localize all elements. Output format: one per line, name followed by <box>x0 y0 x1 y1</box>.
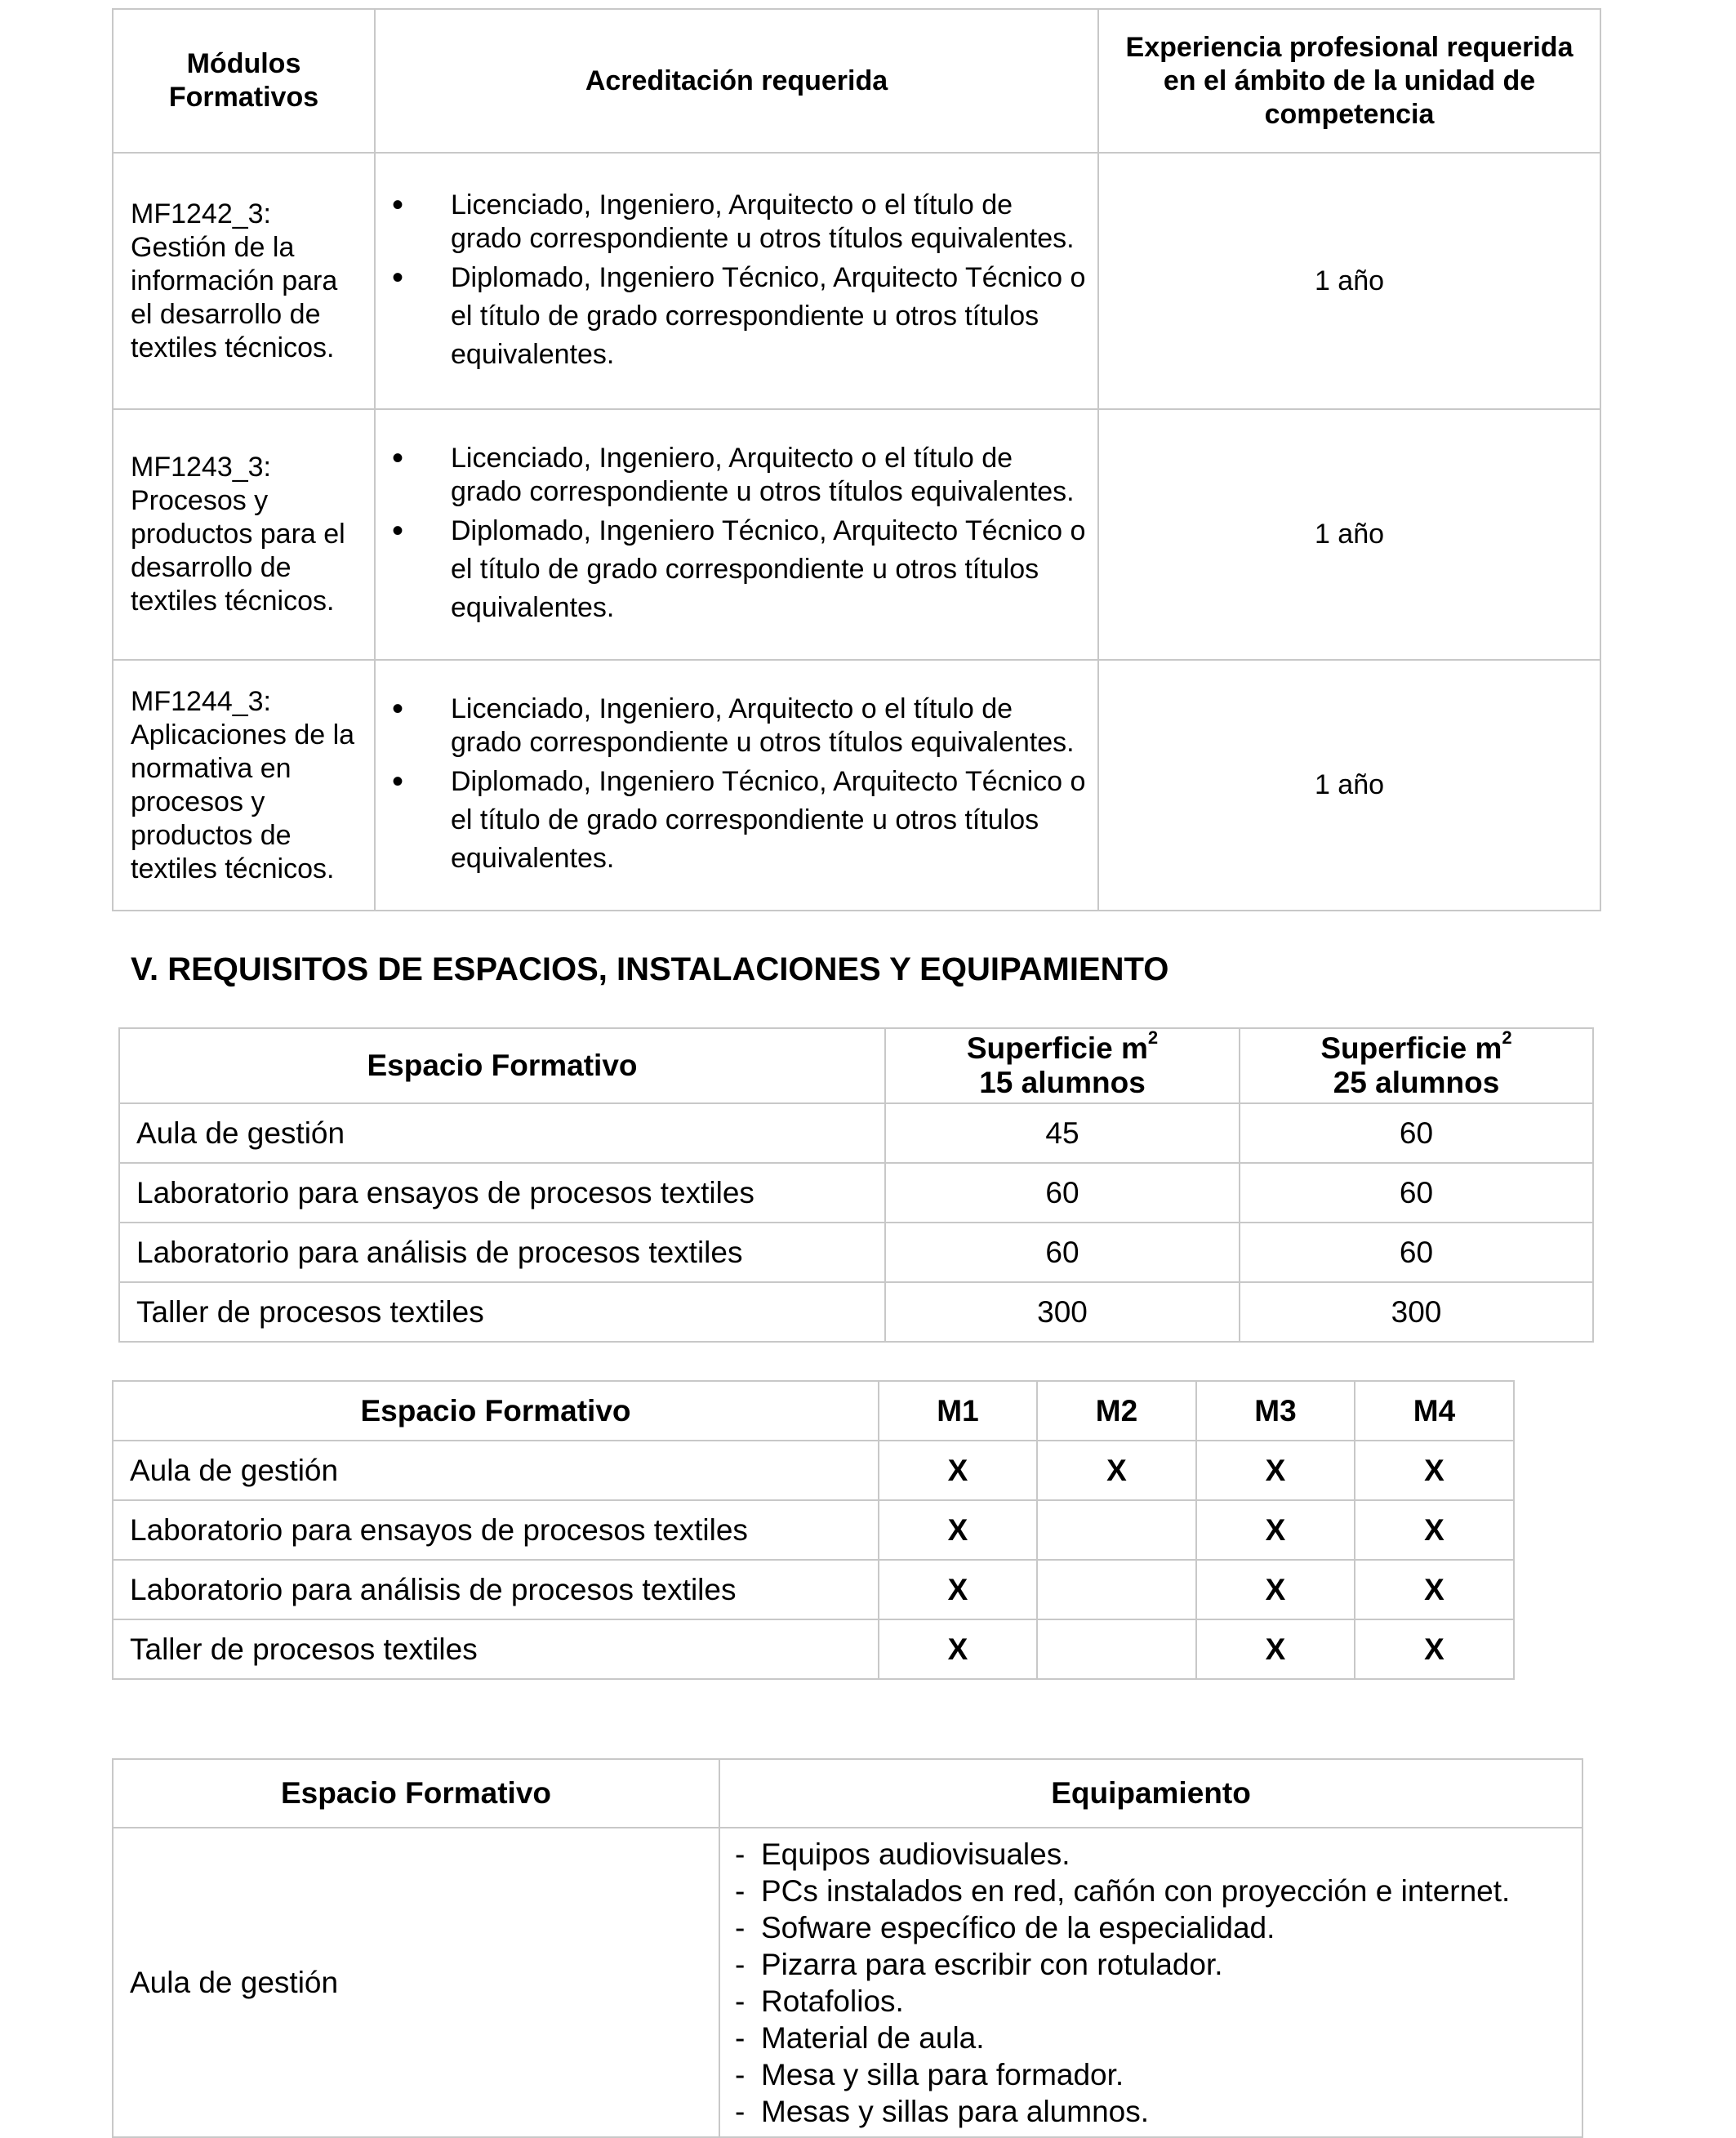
surface-25-value: 60 <box>1240 1163 1593 1223</box>
experience-value: 1 año <box>1098 660 1600 911</box>
table-header-row <box>119 1028 1593 1103</box>
surface-15-value: 60 <box>885 1223 1240 1282</box>
superficie-label: Superficie m <box>966 1031 1148 1065</box>
surface-15-value: 45 <box>885 1103 1240 1163</box>
table-row <box>113 1560 1514 1619</box>
surface-25-value: 300 <box>1240 1282 1593 1342</box>
space-name: Aula de gestión <box>119 1103 885 1163</box>
module-mark <box>1037 1560 1196 1619</box>
table-header-row <box>113 9 1600 153</box>
module-mark: X <box>1037 1441 1196 1500</box>
header-modulos: Módulos Formativos <box>113 9 375 153</box>
space-name: Laboratorio para ensayos de procesos textiles <box>113 1500 879 1560</box>
table-row <box>119 1103 1593 1163</box>
list-item: • Licenciado, Ingeniero, Arquitecto o el título de grado correspondiente u otros títulos equivalentes. <box>376 189 1089 256</box>
list-item: • Licenciado, Ingeniero, Arquitecto o el título de grado correspondiente u otros títulos equivalentes. <box>376 442 1089 509</box>
experience-value: 1 año <box>1098 409 1600 660</box>
module-mark: X <box>1196 1619 1355 1679</box>
equipment-list <box>733 1836 1582 2130</box>
header-superficie-25 <box>1240 1028 1593 1103</box>
surface-25-value: 60 <box>1240 1103 1593 1163</box>
module-mark: X <box>1355 1500 1514 1560</box>
superficie-exponent: 2 <box>1502 1027 1512 1048</box>
table-row <box>113 660 1600 911</box>
list-item: • Diplomado, Ingeniero Técnico, Arquitecto Técnico o el título de grado correspondiente u otros títulos equivalentes. <box>376 259 1089 374</box>
module-mark: X <box>1196 1441 1355 1500</box>
header-espacio: Espacio Formativo <box>113 1381 879 1441</box>
equipment-table <box>112 1758 1583 2138</box>
table-row <box>119 1282 1593 1342</box>
accreditation-cell <box>375 153 1098 409</box>
list-item: - Equipos audiovisuales. <box>733 1836 1582 1873</box>
alumnos-25-label: 25 alumnos <box>1333 1066 1500 1099</box>
header-m4: M4 <box>1355 1381 1514 1441</box>
list-item: - Pizarra para escribir con rotulador. <box>733 1946 1582 1983</box>
space-name: Laboratorio para ensayos de procesos textiles <box>119 1163 885 1223</box>
surface-15-value: 300 <box>885 1282 1240 1342</box>
header-m3: M3 <box>1196 1381 1355 1441</box>
module-mark: X <box>879 1441 1037 1500</box>
module-mark: X <box>1196 1560 1355 1619</box>
accreditation-list <box>376 442 1089 627</box>
list-item: - Sofware específico de la especialidad. <box>733 1909 1582 1946</box>
space-name: Aula de gestión <box>113 1828 719 2137</box>
list-item: - PCs instalados en red, cañón con proyección e internet. <box>733 1873 1582 1909</box>
module-name: MF1243_3: Procesos y productos para el desarrollo de textiles técnicos. <box>113 409 375 660</box>
list-item: • Licenciado, Ingeniero, Arquitecto o el título de grado correspondiente u otros títulos equivalentes. <box>376 693 1089 759</box>
space-name: Taller de procesos textiles <box>113 1619 879 1679</box>
table-row <box>113 1619 1514 1679</box>
header-espacio: Espacio Formativo <box>113 1759 719 1828</box>
module-mark: X <box>879 1560 1037 1619</box>
space-name: Laboratorio para análisis de procesos textiles <box>113 1560 879 1619</box>
space-name: Aula de gestión <box>113 1441 879 1500</box>
header-m1: M1 <box>879 1381 1037 1441</box>
surface-table <box>118 1027 1594 1343</box>
table-row <box>119 1163 1593 1223</box>
module-mark: X <box>1196 1500 1355 1560</box>
table-header-row <box>113 1759 1582 1828</box>
surface-15-value: 60 <box>885 1163 1240 1223</box>
table-row <box>113 1441 1514 1500</box>
space-name: Laboratorio para análisis de procesos textiles <box>119 1223 885 1282</box>
section-title: V. REQUISITOS DE ESPACIOS, INSTALACIONES Y EQUIPAMIENTO <box>131 951 1169 987</box>
module-name: MF1242_3: Gestión de la información para el desarrollo de textiles técnicos. <box>113 153 375 409</box>
table-row <box>113 153 1600 409</box>
table-row <box>113 1500 1514 1560</box>
table-row <box>113 409 1600 660</box>
list-item: • Diplomado, Ingeniero Técnico, Arquitecto Técnico o el título de grado correspondiente u otros títulos equivalentes. <box>376 512 1089 627</box>
table-row <box>113 1828 1582 2137</box>
module-mark: X <box>1355 1560 1514 1619</box>
module-mark <box>1037 1500 1196 1560</box>
header-espacio: Espacio Formativo <box>119 1028 885 1103</box>
table-header-row <box>113 1381 1514 1441</box>
modules-accreditation-table <box>112 8 1601 911</box>
module-mark: X <box>1355 1441 1514 1500</box>
accreditation-cell <box>375 660 1098 911</box>
accreditation-list <box>376 189 1089 374</box>
header-m2: M2 <box>1037 1381 1196 1441</box>
alumnos-15-label: 15 alumnos <box>979 1066 1146 1099</box>
equipment-cell <box>719 1828 1582 2137</box>
list-item: - Mesas y sillas para alumnos. <box>733 2093 1582 2130</box>
accreditation-list <box>376 693 1089 878</box>
module-mark: X <box>879 1619 1037 1679</box>
module-mark <box>1037 1619 1196 1679</box>
module-mark: X <box>1355 1619 1514 1679</box>
header-superficie-15 <box>885 1028 1240 1103</box>
list-item: • Diplomado, Ingeniero Técnico, Arquitecto Técnico o el título de grado correspondiente u otros títulos equivalentes. <box>376 763 1089 878</box>
superficie-exponent: 2 <box>1147 1027 1159 1048</box>
header-acreditacion: Acreditación requerida <box>375 9 1098 153</box>
module-mark: X <box>879 1500 1037 1560</box>
table-row <box>119 1223 1593 1282</box>
list-item: - Mesa y silla para formador. <box>733 2056 1582 2093</box>
module-name: MF1244_3: Aplicaciones de la normativa en procesos y productos de textiles técnicos. <box>113 660 375 911</box>
header-equipamiento: Equipamiento <box>719 1759 1582 1828</box>
accreditation-cell <box>375 409 1098 660</box>
superficie-label: Superficie m <box>1320 1031 1502 1065</box>
list-item: - Rotafolios. <box>733 1983 1582 2020</box>
modules-use-table <box>112 1380 1515 1680</box>
space-name: Taller de procesos textiles <box>119 1282 885 1342</box>
list-item: - Material de aula. <box>733 2020 1582 2056</box>
header-experiencia: Experiencia profesional requerida en el ámbito de la unidad de competencia <box>1098 9 1600 153</box>
surface-25-value: 60 <box>1240 1223 1593 1282</box>
experience-value: 1 año <box>1098 153 1600 409</box>
